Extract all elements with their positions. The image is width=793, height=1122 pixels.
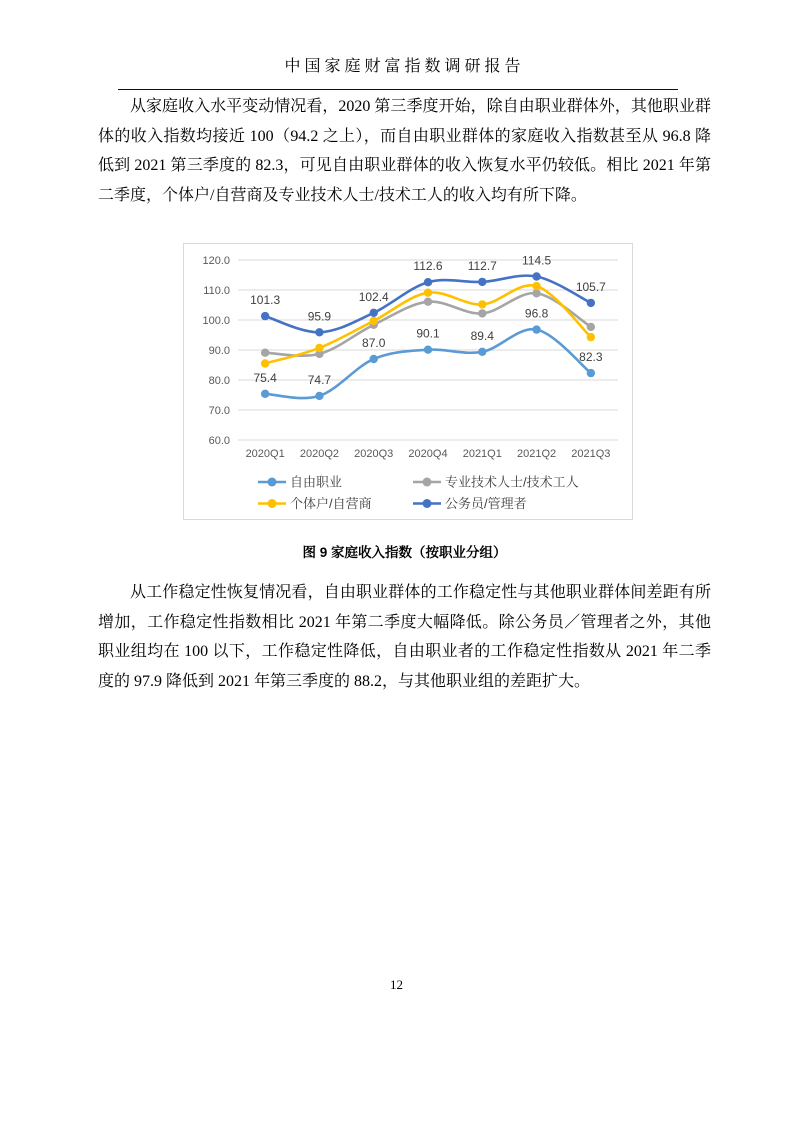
y-axis-tick-label: 70.0: [208, 405, 230, 417]
x-axis-tick-label: 2020Q2: [299, 448, 340, 460]
data-label: 74.7: [307, 372, 332, 387]
legend-label: 公务员/管理者: [445, 496, 527, 511]
income-index-chart: [183, 243, 633, 520]
series-marker: [587, 299, 595, 307]
legend-marker-dot: [268, 478, 277, 487]
income-index-line-chart: [183, 243, 633, 520]
series-marker: [370, 355, 378, 363]
series-marker: [478, 348, 486, 356]
series-marker: [587, 369, 595, 377]
series-marker: [261, 359, 269, 367]
series-marker: [478, 300, 486, 308]
paragraph-income-analysis: 从家庭收入水平变动情况看，2020 第三季度开始，除自由职业群体外，其他职业群体的收入指数均接近 100（94.2 之上），而自由职业群体的家庭收入指数甚至从 96.8 降低到 2021 第三季度的 82.3，可见自由职业群体的收入恢复水平仍较低。相比 2021 年第二季度，个体户/自营商及专业技术人士/技术工人的收入均有所下降。: [98, 98, 711, 204]
y-axis-tick-label: 100.0: [202, 315, 230, 327]
data-label: 102.4: [358, 289, 389, 304]
y-axis-tick-label: 110.0: [203, 285, 230, 297]
page-number: 12: [390, 977, 403, 992]
series-marker: [478, 278, 486, 286]
series-marker: [587, 333, 595, 341]
figure-caption: 图 9 家庭收入指数（按职业分组）: [302, 545, 507, 560]
legend-label: 自由职业: [290, 474, 343, 490]
series-marker: [261, 312, 269, 320]
series-marker: [532, 325, 540, 333]
x-axis-tick-label: 2021Q1: [462, 448, 502, 460]
data-label: 112.7: [467, 258, 497, 273]
data-label: 90.1: [416, 326, 440, 341]
series-marker: [315, 392, 323, 400]
series-marker: [532, 282, 540, 290]
series-marker: [424, 289, 432, 297]
x-axis-tick-label: 2020Q1: [245, 448, 285, 460]
series-marker: [370, 309, 378, 317]
data-label: 95.9: [307, 309, 332, 324]
series-marker: [587, 323, 595, 331]
data-label: 87.0: [362, 336, 386, 350]
y-axis-tick-label: 120.0: [202, 255, 230, 267]
series-marker: [261, 390, 269, 398]
series-marker: [532, 272, 540, 280]
x-axis-tick-label: 2020Q3: [354, 448, 394, 460]
data-label: 82.3: [579, 350, 603, 365]
data-label: 101.3: [250, 293, 281, 308]
data-label: 114.5: [522, 253, 552, 268]
series-marker: [261, 349, 269, 357]
x-axis-tick-label: 2021Q3: [571, 448, 611, 460]
y-axis-tick-label: 60.0: [208, 435, 230, 447]
series-marker: [532, 289, 540, 297]
legend-label: 个体户/自营商: [290, 496, 372, 511]
data-label: 105.7: [575, 279, 606, 294]
legend-marker-dot: [268, 499, 277, 508]
series-marker: [370, 317, 378, 325]
series-marker: [478, 309, 486, 317]
data-label: 96.8: [524, 306, 549, 321]
series-marker: [315, 328, 323, 336]
data-label: 75.4: [253, 370, 277, 385]
legend-label: 专业技术人士/技术工人: [445, 474, 579, 490]
y-axis-tick-label: 80.0: [208, 375, 230, 387]
series-marker: [424, 346, 432, 354]
series-marker: [424, 278, 432, 286]
y-axis-tick-label: 90.0: [208, 345, 230, 357]
legend-marker-dot: [423, 499, 432, 508]
legend-marker-dot: [423, 478, 432, 487]
series-marker: [424, 298, 432, 306]
data-label: 112.6: [413, 259, 443, 274]
data-label: 89.4: [470, 328, 494, 343]
x-axis-tick-label: 2020Q4: [408, 448, 448, 460]
page-header-title: 中国家庭财富指数调研报告: [284, 58, 525, 75]
x-axis-tick-label: 2021Q2: [516, 448, 557, 460]
header-rule: [118, 89, 678, 90]
series-marker: [315, 344, 323, 352]
paragraph-stability-analysis: 从工作稳定性恢复情况看，自由职业群体的工作稳定性与其他职业群体间差距有所增加，工作稳定性指数相比 2021 年第二季度大幅降低。除公务员／管理者之外，其他职业组均在 100 以下，工作稳定性降低，自由职业者的工作稳定性指数从 2021 年二季度的 97.9 降低到 2021 年第三季度的 88.2，与其他职业组的差距扩大。: [98, 584, 711, 690]
